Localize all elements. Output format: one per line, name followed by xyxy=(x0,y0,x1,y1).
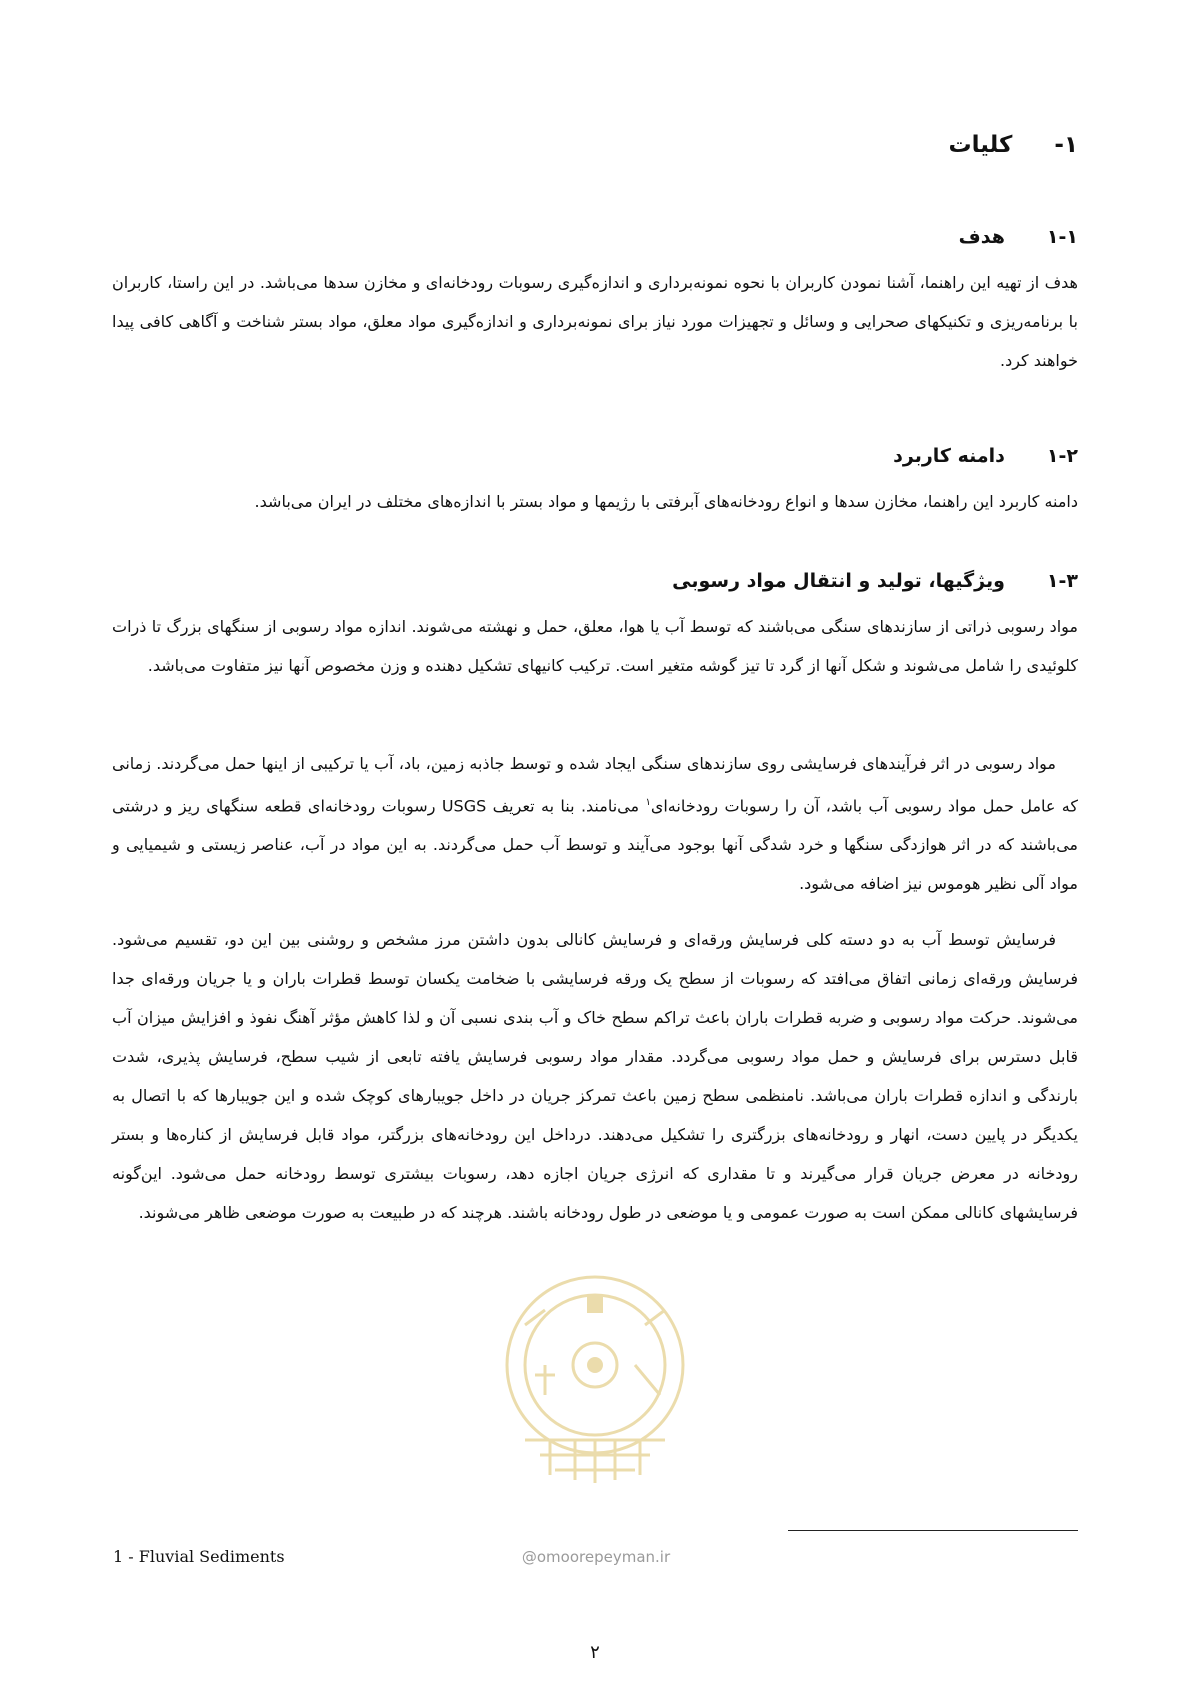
watermark-logo xyxy=(495,1255,695,1555)
section-title: هدف xyxy=(958,226,1005,248)
watermark-text: @omoorepeyman.ir xyxy=(521,1548,671,1566)
paragraph-sediment-definition: مواد رسوبی ذراتی از سازندهای سنگی می‌باشند که توسط آب یا هوا، معلق، حمل و نهشته می‌شوند. اندازه مواد رسوبی از سنگهای بزرگ تا ذرات کلوئیدی را شامل می‌شوند و شکل آنها از گرد تا تیز گوشه متغیر است. ترکیب کانیهای تشکیل دهنده و وزن مخصوص آنها نیز متفاوت می‌باشد. xyxy=(112,617,1078,675)
section-number: ۱-۱ xyxy=(1046,226,1078,248)
section-number: ۱-۳ xyxy=(1046,570,1078,592)
paragraph-goal: هدف از تهیه این راهنما، آشنا نمودن کاربران با نحوه نمونه‌برداری و اندازه‌گیری رسوبات رودخانه‌ای و مخازن سدها می‌باشد. در این راستا، کاربران با برنامه‌ریزی و تکنیکهای صحرایی و وسائل و تجهیزات مورد نیاز برای نمونه‌برداری و اندازه‌گیری مواد معلق، مواد بستر شناخت و آگاهی کافی پیدا خواهند کرد. xyxy=(112,273,1078,370)
paragraph-sediment-transport xyxy=(112,744,1078,903)
footnote: 1 - Fluvial Sediments xyxy=(113,1547,285,1566)
paragraph-text: مواد رسوبی در اثر فرآیندهای فرسایشی روی سازندهای سنگی ایجاد شده و توسط جاذبه زمین، باد، آب یا ترکیبی از اینها حمل می‌گردند. زمانی که عامل حمل مواد رسوبی آب باشد، آن را رسوبات رودخانه‌ای xyxy=(112,754,1079,816)
section-title: ویژگیها، تولید و انتقال مواد رسوبی xyxy=(672,570,1005,592)
paragraph-text: می‌نامند. بنا به تعریف USGS رسوبات رودخانه‌ای قطعه سنگهای ریز و درشتی می‌باشند که در اثر هوازدگی سنگها و خرد شدگی آنها بوجود می‌آیند و توسط آب حمل می‌گردند. به این مواد در آب، عناصر زیستی و شیمیایی و مواد آلی نظیر هوموس نیز اضافه می‌شود. xyxy=(112,796,1078,894)
chapter-title: کلیات xyxy=(948,132,1013,158)
page-number: ۲ xyxy=(590,1642,600,1663)
section-heading xyxy=(178,445,1078,467)
paragraph-scope: دامنه کاربرد این راهنما، مخازن سدها و انواع رودخانه‌های آبرفتی با رژیمها و مواد بستر با اندازه‌های مختلف در ایران می‌باشد. xyxy=(254,492,1078,511)
section-heading xyxy=(178,570,1078,592)
paragraph-erosion: فرسایش توسط آب به دو دسته کلی فرسایش ورقه‌ای و فرسایش کانالی بدون داشتن مرز مشخص و روشنی بین این دو، تقسیم می‌شود. فرسایش ورقه‌ای زمانی اتفاق می‌افتد که رسوبات از سطح یک ورقه فرسایشی با ضخامت یکسان توسط قطرات باران و یا جریان ورقه‌ای جدا می‌شوند. حرکت مواد رسوبی و ضربه قطرات باران باعث تراکم سطح خاک و آب بندی نسبی آن و لذا کاهش مؤثر آهنگ نفوذ و افزایش میزان آب قابل دسترس برای فرسایش و حمل مواد رسوبی می‌گردد. مقدار مواد رسوبی فرسایش یافته تابعی از شیب سطح، فرسایش پذیری، شدت بارندگی و اندازه قطرات باران می‌باشد. نامنظمی سطح زمین باعث تمرکز جریان در داخل جویبارهای کوچک شده و این جویبارها که با اتصال به یکدیگر در پایین دست، انهار و رودخانه‌های بزرگتری را تشکیل می‌دهند. درداخل این رودخانه‌های بزرگتر، مواد قابل فرسایش از کناره‌ها و بستر رودخانه در معرض جریان قرار می‌گیرند و تا مقداری که انرژی جریان اجازه دهد، رسوبات بیشتری توسط رودخانه حمل می‌شود. این‌گونه فرسایشهای کانالی ممکن است به صورت عمومی و یا موضعی در طول رودخانه باشند. هرچند که در طبیعت به صورت موضعی ظاهر می‌شوند. xyxy=(112,930,1078,1222)
section-number: ۱-۲ xyxy=(1046,445,1078,467)
chapter-number: ۱- xyxy=(1054,132,1078,158)
footnote-reference: ۱ xyxy=(645,797,651,808)
section-heading xyxy=(178,226,1078,248)
section-title: دامنه کاربرد xyxy=(893,445,1005,467)
footnote-divider xyxy=(788,1530,1078,1531)
chapter-heading xyxy=(578,132,1078,158)
